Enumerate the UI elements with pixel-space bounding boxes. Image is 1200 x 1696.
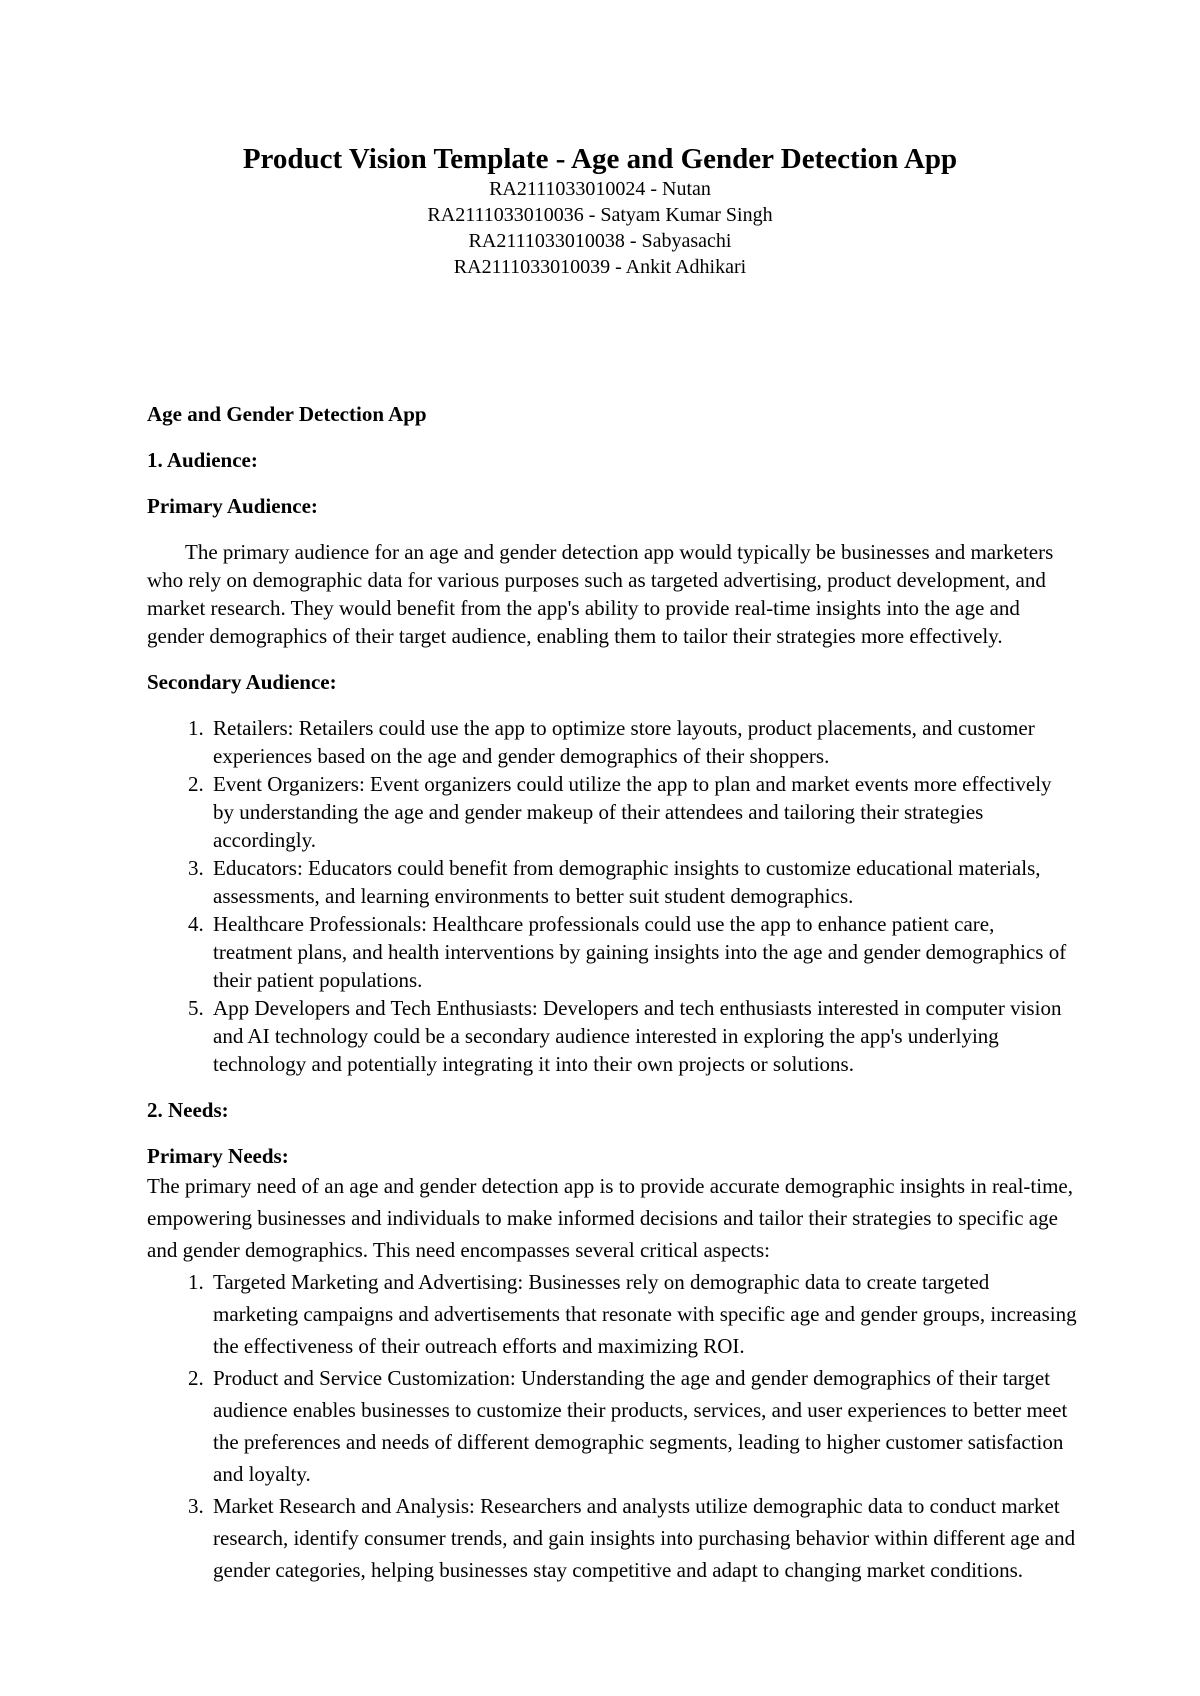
primary-audience-heading: Primary Audience: xyxy=(147,494,318,518)
author-line: RA2111033010024 - Nutan xyxy=(489,178,711,200)
list-item: 1. Targeted Marketing and Advertising: Businesses rely on demographic data to create targeted marketing campaigns and advertisements that resonate with specific age and gender groups, increasing the effectiveness of their outreach efforts and maximizing ROI. xyxy=(209,1266,1077,1362)
author-line: RA2111033010038 - Sabyasachi xyxy=(468,230,732,252)
list-item: 1. Retailers: Retailers could use the app to optimize store layouts, product placements, and customer experiences based on the age and gender demographics of their shoppers. xyxy=(209,714,1077,770)
author-line: RA2111033010039 - Ankit Adhikari xyxy=(453,256,747,278)
audience-heading: 1. Audience: xyxy=(147,448,258,472)
primary-needs-heading: Primary Needs: xyxy=(147,1144,289,1168)
primary-needs-paragraph: The primary need of an age and gender detection app is to provide accurate demographic insights in real-time, empowering businesses and individuals to make informed decisions and tailor their strategies to specific age and gender demographics. This need encompasses several critical aspects: xyxy=(147,1174,1073,1262)
author-line: RA2111033010036 - Satyam Kumar Singh xyxy=(427,204,773,226)
list-item: 3. Market Research and Analysis: Researchers and analysts utilize demographic data to conduct market research, identify consumer trends, and gain insights into purchasing behavior within different age and gender categories, helping businesses stay competitive and adapt to changing market conditions. xyxy=(209,1490,1077,1586)
primary-audience-paragraph: The primary audience for an age and gender detection app would typically be businesses and marketers who rely on demographic data for various purposes such as targeted advertising, product development, and market research. They would benefit from the app's ability to provide real-time insights into the age and gender demographics of their target audience, enabling them to tailor their strategies more effectively. xyxy=(147,540,1054,648)
list-item: 3. Educators: Educators could benefit from demographic insights to customize educational materials, assessments, and learning environments to better suit student demographics. xyxy=(209,854,1077,910)
document-title: Product Vision Template - Age and Gender Detection App xyxy=(242,143,958,175)
needs-heading: 2. Needs: xyxy=(147,1098,229,1122)
list-item: 5. App Developers and Tech Enthusiasts: Developers and tech enthusiasts interested in computer vision and AI technology could be a secondary audience interested in exploring the app's underlying technology and potentially integrating it into their own projects or solutions. xyxy=(209,994,1077,1078)
list-item: 2. Event Organizers: Event organizers could utilize the app to plan and market events more effectively by understanding the age and gender makeup of their attendees and tailoring their strategies accordingly. xyxy=(209,770,1077,854)
secondary-audience-list xyxy=(147,714,1077,1078)
primary-needs-list xyxy=(147,1266,1077,1586)
title-block xyxy=(0,142,1200,280)
secondary-audience-heading: Secondary Audience: xyxy=(147,670,337,694)
list-item: 4. Healthcare Professionals: Healthcare professionals could use the app to enhance patient care, treatment plans, and health interventions by gaining insights into the age and gender demographics of their patient populations. xyxy=(209,910,1077,994)
list-item: 2. Product and Service Customization: Understanding the age and gender demographics of their target audience enables businesses to customize their products, services, and user experiences to better meet the preferences and needs of different demographic segments, leading to higher customer satisfaction and loyalty. xyxy=(209,1362,1077,1490)
document-body xyxy=(147,400,1077,1604)
app-heading: Age and Gender Detection App xyxy=(147,402,427,426)
